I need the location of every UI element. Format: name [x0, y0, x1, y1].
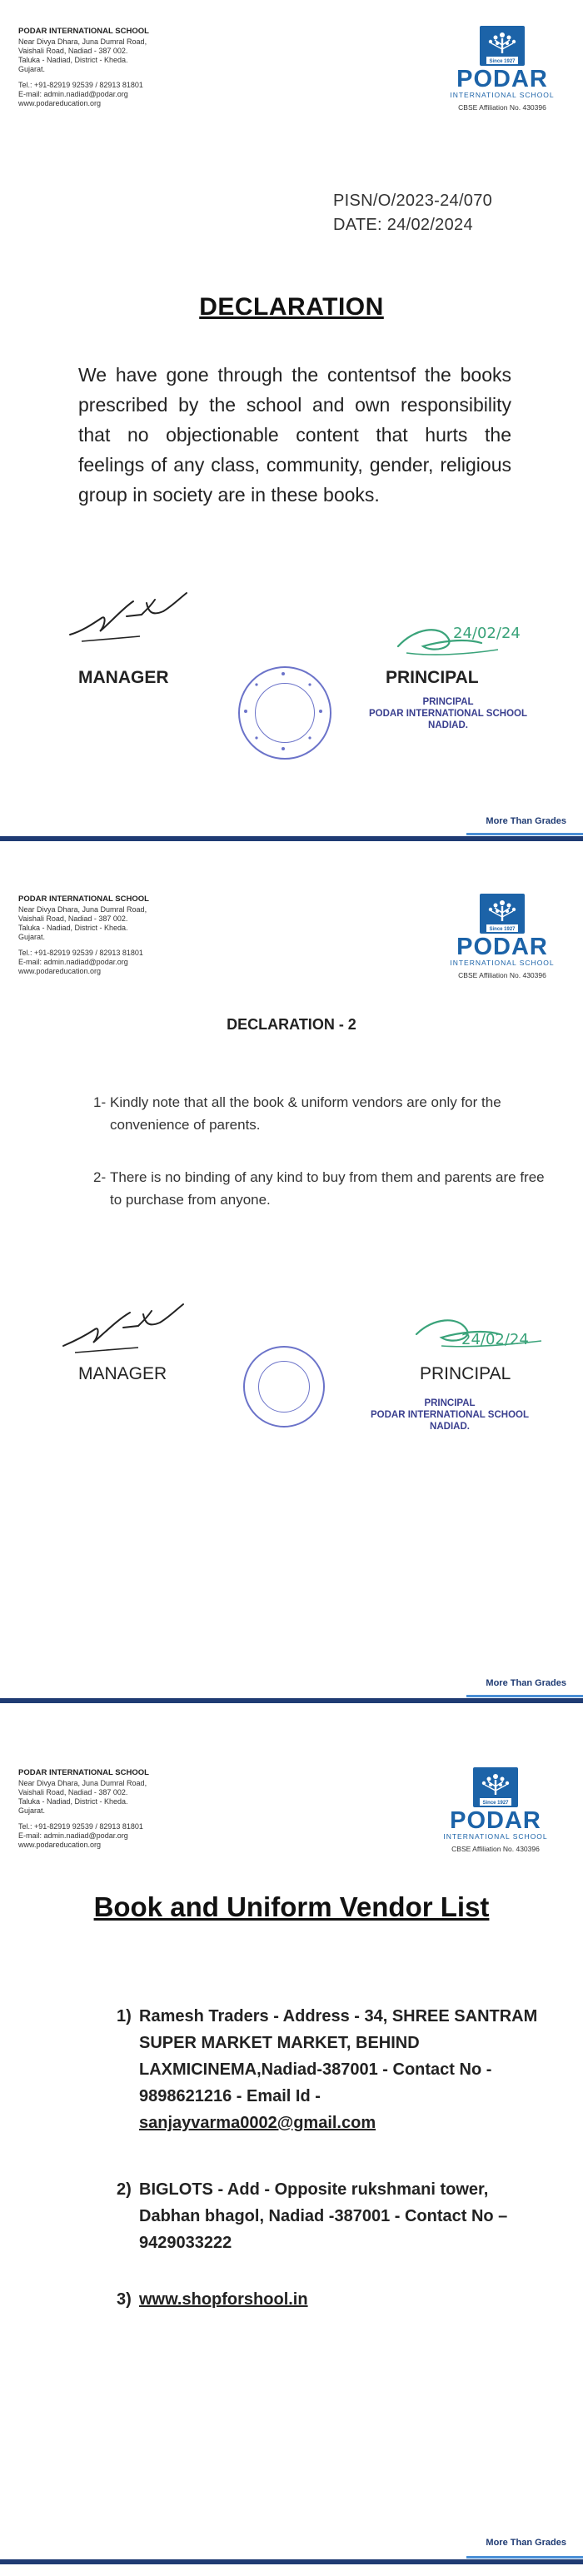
vendor-details: Ramesh Traders - Address - 34, SHREE SANTRAM SUPER MARKET MARKET, BEHIND LAXMICINEMA,Nadiad-387001 - Contact No - 9898621216 - Email Id -: [139, 2007, 538, 2105]
page-declaration-2: [0, 843, 583, 1713]
declaration-item: 2- There is no binding of any kind to buy from them and parents are free to purchase from anyone.: [93, 1169, 545, 1208]
principal-signature: [408, 1309, 550, 1363]
page-title: DECLARATION: [199, 293, 384, 321]
vendor-item: 2) BIGLOTS - Add - Opposite rukshmani tower, Dabhan bhagol, Nadiad -387001 - Contact No – 9429033222: [117, 2176, 550, 2256]
principal-label: PRINCIPAL: [420, 1364, 511, 1383]
declaration-body: We have gone through the contentsof the books prescribed by the school and own responsibility that no objectionable content that hurts the feelings of any class, community, gender, religious group in society are in these books.: [78, 364, 511, 506]
school-seal: [243, 1346, 325, 1428]
vendor-website-link[interactable]: www.shopforshool.in: [139, 2290, 308, 2309]
page-title: DECLARATION - 2: [227, 1016, 356, 1033]
logo-subtitle: INTERNATIONAL SCHOOL: [450, 91, 555, 99]
principal-label: PRINCIPAL: [386, 668, 479, 687]
tree-logo-icon: [479, 25, 526, 67]
footer-rule: [0, 1698, 583, 1703]
vendor-email-link[interactable]: sanjayvarma0002@gmail.com: [139, 2114, 376, 2132]
letterhead-email: E-mail: admin.nadiad@podar.org: [18, 90, 128, 98]
principal-signature: [390, 613, 523, 671]
letterhead: PODAR INTERNATIONAL SCHOOL Near Divya Dhara, Juna Dumral Road, Vaishali Road, Nadiad - 387 002. Taluka - Nadiad, District - Kheda. Gujarat. Tel.: +91-82919 92539 / 82913 81801 E-mail: admin.nadiad@podar.org www.podareducation.org: [18, 1768, 149, 1849]
vendor-details: BIGLOTS - Add - Opposite rukshmani tower, Dabhan bhagol, Nadiad -387001 - Contact No – 9429033222: [139, 2180, 508, 2252]
logo-wordmark: PODAR: [456, 66, 548, 92]
svg-text:Since 1927: Since 1927: [482, 1801, 509, 1806]
page-vendor-list: [0, 1713, 583, 2576]
footer-rule: [0, 836, 583, 841]
letterhead-address-line: Vaishali Road, Nadiad - 387 002.: [18, 47, 128, 55]
podar-logo: [440, 25, 565, 112]
tree-logo-icon: [479, 893, 526, 934]
tree-logo-icon: [472, 1766, 519, 1808]
letterhead-tel: Tel.: +91-82919 92539 / 82913 81801: [18, 81, 143, 89]
letterhead-web: www.podareducation.org: [18, 99, 102, 107]
manager-label: MANAGER: [78, 668, 169, 687]
cbse-affiliation: CBSE Affiliation No. 430396: [458, 103, 546, 112]
svg-text:Since 1927: Since 1927: [489, 59, 516, 64]
footer-tagline: More Than Grades: [486, 816, 566, 826]
seal-ring-text: [238, 666, 328, 756]
signature-date: 24/02/24: [461, 1331, 529, 1348]
letterhead: PODAR INTERNATIONAL SCHOOL Near Divya Dhara, Juna Dumral Road, Vaishali Road, Nadiad - 387 002. Taluka - Nadiad, District - Kheda. Gujarat. Tel.: +91-82919 92539 / 82913 81801 E-mail: admin.nadiad@podar.org www.podareducation.org: [18, 894, 149, 975]
letterhead-org: PODAR INTERNATIONAL SCHOOL: [18, 27, 149, 36]
vendor-item: 1) Ramesh Traders - Address - 34, SHREE SANTRAM SUPER MARKET MARKET, BEHIND LAXMICINEMA,Nadiad-387001 - Contact No - 9898621216 - Email Id - sanjayvarma0002@gmail.com: [117, 2003, 550, 2136]
page-declaration: [0, 0, 583, 843]
footer-tagline: More Than Grades: [486, 2538, 566, 2548]
svg-text:Since 1927: Since 1927: [489, 927, 516, 932]
letterhead-address-line: Near Divya Dhara, Juna Dumral Road,: [18, 37, 147, 46]
letterhead: [18, 27, 193, 108]
podar-logo: Since 1927 PODAR INTERNATIONAL SCHOOL CBSE Affiliation No. 430396: [440, 893, 565, 979]
declaration-item: 1- Kindly note that all the book & uniform vendors are only for the convenience of parents.: [93, 1094, 501, 1133]
signature-date: 24/02/24: [453, 625, 521, 642]
letterhead-address-line: Taluka - Nadiad, District - Kheda.: [18, 56, 128, 64]
school-seal: [238, 666, 331, 760]
footer-tagline: More Than Grades: [486, 1678, 566, 1688]
principal-stamp: PRINCIPAL PODAR INTERNATIONAL SCHOOL NADIAD.: [371, 1398, 529, 1432]
manager-signature: [65, 583, 190, 650]
manager-signature: [58, 1299, 192, 1358]
document-date: DATE: 24/02/2024: [333, 216, 473, 234]
vendor-item: 3) www.shopforshool.in: [117, 2286, 550, 2313]
principal-stamp: PRINCIPAL PODAR INTERNATIONAL SCHOOL NADIAD.: [369, 697, 527, 730]
manager-label: MANAGER: [78, 1364, 167, 1383]
footer-rule: [0, 2559, 583, 2564]
letterhead-address-line: Gujarat.: [18, 65, 46, 73]
page-title: Book and Uniform Vendor List: [93, 1891, 490, 1922]
podar-logo: Since 1927 PODAR INTERNATIONAL SCHOOL CBSE Affiliation No. 430396: [433, 1766, 558, 1853]
reference-number: PISN/O/2023-24/070: [333, 192, 493, 210]
